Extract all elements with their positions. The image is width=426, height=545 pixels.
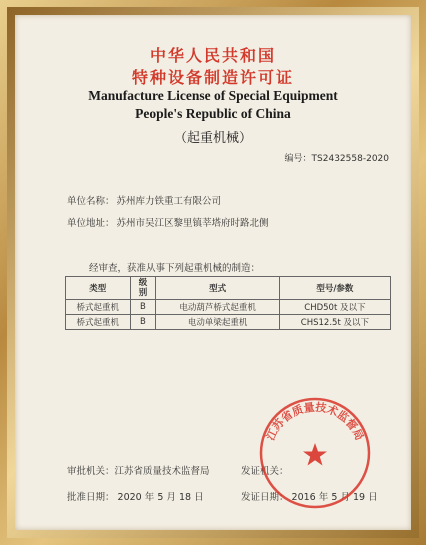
authority-label: 审批机关： bbox=[67, 466, 115, 477]
issue-day-unit: 日 bbox=[368, 492, 378, 503]
unit-name-value: 苏州库力铁重工有限公司 bbox=[116, 196, 222, 207]
unit-address-label: 单位地址： bbox=[67, 218, 115, 229]
title-en-line-1: Manufacture License of Special Equipment bbox=[88, 88, 338, 103]
subtitle: （起重机械） bbox=[173, 131, 252, 146]
cert-number-label: 编号： bbox=[284, 154, 312, 164]
table-row bbox=[66, 315, 391, 330]
title-cn-line-1: 中华人民共和国 bbox=[149, 46, 276, 65]
approval-text: 经审查，获准从事下列起重机械的制造： bbox=[89, 263, 261, 274]
authority-value: 江苏省质量技术监督局 bbox=[114, 466, 210, 477]
unit-address-value: 苏州市吴江区黎里镇莘塔府时路北侧 bbox=[116, 218, 269, 229]
issue-date-label: 发证日期： bbox=[241, 492, 289, 503]
cert-number bbox=[285, 151, 389, 164]
issue-day: 19 bbox=[352, 492, 366, 503]
header-spec: 型号/参数 bbox=[279, 277, 390, 300]
seal-star-icon bbox=[303, 443, 327, 466]
official-seal bbox=[255, 393, 375, 513]
approval-year: 2020 bbox=[117, 492, 142, 503]
issuer-label: 发证机关： bbox=[241, 466, 289, 477]
cell-type: 桥式起重机 bbox=[66, 315, 131, 330]
cell-grade: B bbox=[130, 300, 156, 315]
issue-year: 2016 bbox=[291, 492, 316, 503]
approval-authority bbox=[67, 463, 210, 477]
approval-month-unit: 月 bbox=[166, 492, 176, 503]
certificate-paper bbox=[15, 15, 411, 530]
cell-spec: CHD50t 及以下 bbox=[279, 300, 390, 315]
table-header-row bbox=[66, 277, 391, 300]
unit-address-row bbox=[67, 215, 269, 229]
header-model: 型式 bbox=[156, 277, 279, 300]
approval-date-label: 批准日期： bbox=[67, 492, 115, 503]
title-en-line-2: People's Republic of China bbox=[135, 106, 291, 121]
cell-spec: CHS12.5t 及以下 bbox=[279, 315, 390, 330]
header-grade-2: 别 bbox=[138, 288, 148, 298]
unit-name-label: 单位名称： bbox=[67, 196, 115, 207]
approval-month: 5 bbox=[157, 492, 164, 503]
issue-month-unit: 月 bbox=[340, 492, 350, 503]
issue-month: 5 bbox=[331, 492, 338, 503]
cell-type: 桥式起重机 bbox=[66, 300, 131, 315]
header-grade-1: 级 bbox=[138, 278, 148, 288]
header-type: 类型 bbox=[66, 277, 131, 300]
cell-grade: B bbox=[130, 315, 156, 330]
cell-model: 电动单梁起重机 bbox=[156, 315, 279, 330]
cell-model: 电动葫芦桥式起重机 bbox=[156, 300, 279, 315]
issue-year-unit: 年 bbox=[318, 492, 329, 503]
title-cn-line-2: 特种设备制造许可证 bbox=[131, 68, 294, 87]
approval-year-unit: 年 bbox=[144, 492, 155, 503]
approval-day: 18 bbox=[178, 492, 192, 503]
approval-day-unit: 日 bbox=[194, 492, 204, 503]
header-grade bbox=[130, 277, 156, 300]
equipment-table bbox=[65, 276, 391, 330]
approval-date bbox=[67, 489, 204, 503]
cert-number-value: TS2432558-2020 bbox=[311, 154, 389, 164]
seal-text: 江苏省质量技术监督局 bbox=[263, 400, 367, 443]
table-row bbox=[66, 300, 391, 315]
unit-name-row bbox=[67, 193, 221, 207]
